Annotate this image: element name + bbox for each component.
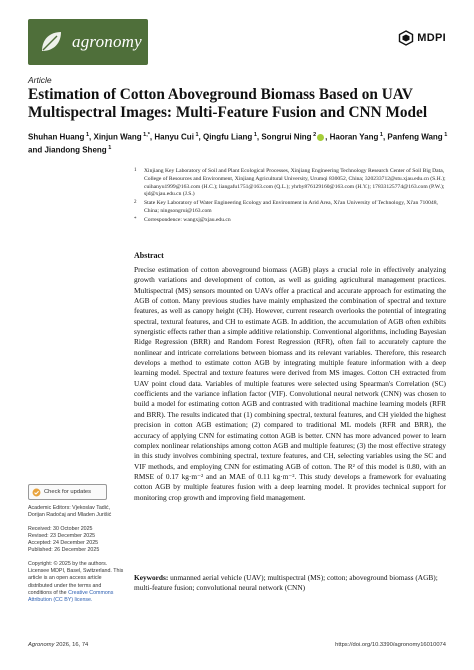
article-type: Article (28, 75, 52, 85)
author-affiliation-mark: 1 (84, 132, 90, 138)
keywords-text: unmanned aerial vehicle (UAV); multispectral (MS); cotton; aboveground biomass (AGB); multi-feature fusion; convolutional neural network (CNN) (134, 573, 438, 593)
dates (28, 526, 124, 555)
page-footer (28, 642, 446, 648)
author-list: Shuhan Huang $^1$, Xinjun Wang $^{1,*}$, Hanyu Cui $^1$, Qingfu Liang $^1$, Songrui Ning $^2$ , Haoran Yang $^1$, Panfeng Wang $^1$ and Jiandong Sheng $^1$ (28, 132, 448, 155)
mdpi-logo-icon (398, 30, 414, 46)
journal-name: agronomy (72, 32, 142, 51)
academic-editors: Academic Editors: Vjekoslav Tadić, Dorijan Radočaj and Mladen Jurišić (28, 505, 112, 519)
revised-date: Revised: 23 December 2025 (28, 532, 96, 539)
citation-journal: Agronomy (28, 642, 55, 648)
orcid-icon[interactable] (317, 134, 324, 141)
update-check-icon (32, 488, 41, 497)
doi-link[interactable]: https://doi.org/10.3390/agronomy16010074 (335, 642, 446, 648)
abstract-text: Precise estimation of cotton aboveground biomass (AGB) plays a crucial role in effectively analyzing growth variations and development of cotton, as well as guiding agricultural management practices. Multispectral (MS) sensors mounted on UAVs offer a practical and accurate approach for estimating the AGB of cotton. Many previous studies have mainly emphasized the combination of spectral and texture features, as well as canopy height (CH). However, current research overlooks the potential of integrating spectral, textural features, and CH to estimate AGB. In addition, the accumulation of AGB often exhibits synergistic effects rather than a simple additive relationship. Conventional algorithms, including Bayesian Ridge Regression (BRR) and Random Forest Regression (RFR), often fail to accurately capture the nonlinear and intricate correlations between biomass and its relevant variables. Therefore, this research develops a method to estimate cotton AGB by integrating multiple feature information with a deep learning model. Spectral and texture features were derived from MS images. Cotton CH extracted from UAV point cloud data. Variables of multiple features were selected using Spearman's Correlation (SC) coefficients and the variance inflation factor (VIF). Convolutional neural network (CNN) was chosen to build a model for estimating cotton AGB and contrasted with traditional machine learning models (RFR and BRR). The results indicated that (1) combining spectral, textural features, and CH yielded the highest precision in cotton AGB estimation; (2) compared to traditional ML models (RFR and BRR), the accuracy of applying CNN for estimating cotton AGB is better. CNN has more advanced power to learn complex nonlinear relationships among cotton AGB and multiple features; (3) the most effective strategy in this study involves combining spectral, texture features, and CH, selecting variables using the SC and VIF methods, and employing CNN for estimating AGB of cotton. The R² of this model is 0.80, with an RMSE of 0.17 kg·m⁻² and an MAE of 0.11 kg·m⁻². This study develops a framework for evaluating cotton AGB by multiple features fusion with a deep learning model. It provides technical support for monitoring crop growth and improving field management. (134, 265, 446, 502)
author-name: Hanyu Cui (154, 132, 194, 142)
citation (28, 642, 88, 648)
publisher-name: MDPI (417, 32, 446, 44)
author-name: Panfeng Wang (387, 132, 443, 142)
affiliation-text: Xinjiang Key Laboratory of Soil and Plant Ecological Processes, Xinjiang Engineering Technology Research Center of Soil Big Data, College of Resources and Environment, Xinjiang Agricultural University, Urumqi 830052, China; 320233712@stu.xjau.edu.cn (S.H.); cuihanyu1999@163.com (H.C.); liangafu1751@163.com (Q.L.); yhrby876129160@163.com (H.Y.); 17833125774@163.com (P.W.); sjd@xjau.edu.cn (J.S.) (144, 168, 446, 198)
author-name: Shuhan Huang (28, 132, 85, 142)
author-affiliation-mark: 1 (378, 132, 383, 138)
accepted-date: Accepted: 24 December 2025 (28, 540, 99, 547)
author-name: Qingfu Liang (202, 132, 253, 142)
affiliations (134, 168, 446, 226)
check-updates-button[interactable] (28, 484, 107, 500)
citation-volume: 2026, 16, 74 (56, 642, 89, 648)
publisher-logo[interactable] (398, 30, 446, 46)
journal-badge[interactable] (28, 19, 148, 65)
check-updates-label: Check for updates (44, 489, 92, 495)
author-affiliation-mark: 1 (442, 132, 448, 138)
keywords-label: Keywords: (134, 573, 169, 582)
affiliation-1: 1 Xinjiang Key Laboratory of Soil and Plant Ecological Processes, Xinjiang Engineering Technology Research Center of Soil Big Data, College of Resources and Environment, Xinjiang Agricultural University, Urumqi 830052, China; 320233712@stu.xjau.edu.cn (S.H.); cuihanyu1999@163.com (H.C.); liangafu1751@163.com (Q.L.); yhrby876129160@163.com (H.Y.); 17833125774@163.com (P.W.); sjd@xjau.edu.cn (J.S.) (134, 168, 446, 198)
keywords (134, 573, 446, 594)
author-name: Haoran Yang (329, 132, 379, 142)
author-affiliation-mark: 2 (311, 132, 317, 138)
copyright-text: Copyright: © 2025 by the authors. Licensee MDPI, Basel, Switzerland. This article is an open access article distributed under the terms and conditions of the (28, 560, 124, 596)
affiliation-text: State Key Laboratory of Water Engineering Ecology and Environment in Arid Area, Xi'an University of Technology, Xi'an 710048, China; ningsongrui@163.com (144, 200, 438, 214)
correspondence-text: Correspondence: wangxj@xjau.edu.cn (144, 216, 231, 223)
article-title: Estimation of Cotton Aboveground Biomass Based on UAV Multispectral Images: Multi-Feature Fusion and CNN Model (28, 86, 428, 121)
leaf-logo-icon (36, 27, 66, 57)
cc-license-link[interactable]: Creative Commons Attribution (CC BY) license. (28, 589, 114, 604)
author-name: and Jiandong Sheng (28, 145, 107, 155)
author-affiliation-mark: 1 (252, 132, 257, 138)
abstract-heading: Abstract (134, 251, 164, 260)
article-info-sidebar (28, 505, 124, 611)
author-affiliation-mark: 1,* (141, 132, 150, 138)
received-date: Received: 30 October 2025 (28, 525, 93, 532)
affiliation-2: 2 State Key Laboratory of Water Engineering Ecology and Environment in Arid Area, Xi'an University of Technology, Xi'an 710048, China; ningsongrui@163.com (134, 200, 438, 214)
author-name: Xinjun Wang (93, 132, 142, 142)
author-affiliation-mark: 1 (106, 145, 112, 152)
copyright-notice (28, 561, 124, 605)
correspondence: * Correspondence: wangxj@xjau.edu.cn (134, 216, 231, 223)
author-name: Songrui Ning (261, 132, 312, 142)
published-date: Published: 26 December 2025 (28, 547, 100, 554)
author-affiliation-mark: 1 (193, 132, 199, 138)
